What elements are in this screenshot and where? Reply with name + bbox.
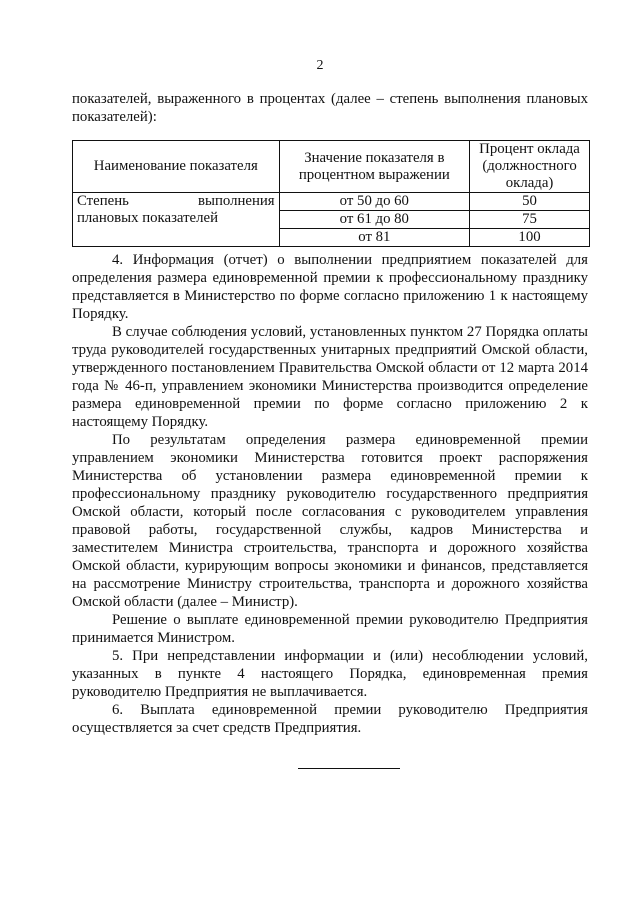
- indicator-name-line1: Степень выполнения: [77, 193, 275, 209]
- range-cell: от 81: [279, 229, 469, 247]
- range-cell: от 61 до 80: [279, 211, 469, 229]
- header-indicator-name: Наименование показателя: [73, 141, 280, 193]
- document-body: [72, 251, 588, 737]
- paragraph-5: 5. При непредставлении информации и (или) несоблюдении условий, указанных в пункте 4 настоящего Порядка, единовременная премия руководителю Предприятия не выплачивается.: [72, 648, 588, 700]
- table-row: [73, 193, 590, 211]
- paragraph-4-decision: Решение о выплате единовременной премии руководителю Предприятия принимается Министром.: [72, 612, 588, 646]
- paragraph-4-conditions: В случае соблюдения условий, установленных пунктом 27 Порядка оплаты труда руководителей государственных унитарных предприятий Омской области, утвержденного постановлением Правительства Омской области от 12 марта 2014 года № 46-п, управлением экономики Министерства производится определение размера единовременной премии по форме согласно приложению 2 к настоящему Порядку.: [72, 324, 588, 430]
- indicators-table: [72, 140, 590, 247]
- indicator-name-cell: [73, 193, 280, 247]
- percent-cell: 100: [470, 229, 590, 247]
- range-cell: от 50 до 60: [279, 193, 469, 211]
- intro-paragraph-container: [72, 90, 588, 126]
- table-header-row: [73, 141, 590, 193]
- page-number: 2: [316, 58, 324, 73]
- paragraph-4-results: По результатам определения размера единовременной премии управлением экономики Министерства готовится проект распоряжения Министерства об установлении размера единовременной премии к профессиональному празднику руководителю государственного предприятия Омской области, который после согласования с руководителем управления правовой работы, государственной службы, кадров Министерства и заместителем Министра строительства, транспорта и дорожного хозяйства Омской области, курирующим вопросы экономики и финансов, представляется на рассмотрение Министру строительства, транспорта и дорожного хозяйства Омской области (далее – Министр).: [72, 432, 588, 610]
- paragraph-4: 4. Информация (отчет) о выполнении предприятием показателей для определения размера единовременной премии к профессиональному празднику представляется в Министерство по форме согласно приложению 1 к настоящему Порядку.: [72, 252, 588, 322]
- header-indicator-value: Значение показателя в процентном выражении: [279, 141, 469, 193]
- header-salary-percent: Процент оклада (должностного оклада): [470, 141, 590, 193]
- end-rule: [298, 768, 400, 769]
- percent-cell: 75: [470, 211, 590, 229]
- paragraph-6: 6. Выплата единовременной премии руководителю Предприятия осуществляется за счет средств Предприятия.: [72, 702, 588, 736]
- intro-paragraph: показателей, выраженного в процентах (далее – степень выполнения плановых показателей):: [72, 91, 588, 125]
- indicator-name-line2: плановых показателей: [77, 210, 218, 226]
- percent-cell: 50: [470, 193, 590, 211]
